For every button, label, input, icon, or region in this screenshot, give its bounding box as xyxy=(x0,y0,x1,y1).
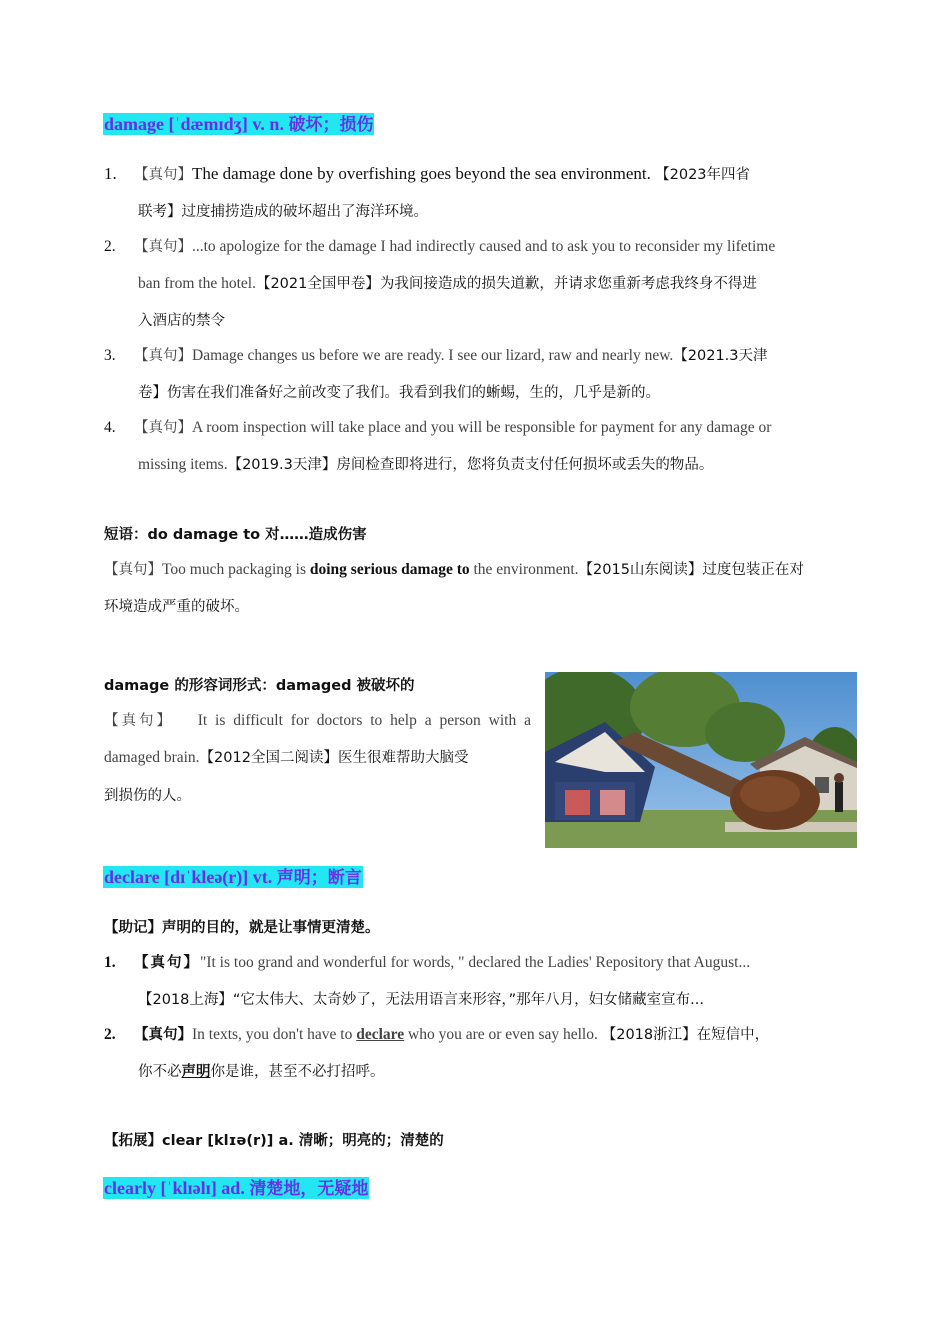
declare-heading-cn: 声明；断言 xyxy=(276,868,362,888)
adjective-example-line3: 到损伤的人。 xyxy=(104,788,191,804)
adjective-title: damage 的形容词形式：damaged 被破坏的 xyxy=(104,678,415,694)
declare-example-2-cn: 你不必声明你是谁，甚至不必打招呼。 xyxy=(138,1064,385,1080)
damage-heading-cn: 破坏；损伤 xyxy=(288,115,374,135)
phrase-example: 【真句】Too much packaging is doing serious damage to the environment.【2015山东阅读】过度包装正在对 xyxy=(104,561,804,578)
damage-heading xyxy=(103,112,374,137)
clearly-heading xyxy=(103,1176,369,1201)
adjective-example-line2: damaged brain.【2012全国二阅读】医生很难帮助大脑受 xyxy=(104,749,469,766)
damage-example-2-line2: ban from the hotel.【2021全国甲卷】为我间接造成的损失道歉，并请求您重新考虑我终身不得进 xyxy=(138,275,757,292)
extend-clear: 【拓展】clear [klɪə(r)] a. 清晰；明亮的；清楚的 xyxy=(104,1133,444,1149)
declare-heading xyxy=(103,865,363,890)
damage-example-4: 4. 【真句】A room inspection will take place and you will be responsible for payment for any damage or xyxy=(104,419,772,436)
damage-example-3-cn: 卷】伤害在我们准备好之前改变了我们。我看到我们的蜥蜴，生的，几乎是新的。 xyxy=(138,385,660,401)
damage-example-4-line2: missing items.【2019.3天津】房间检查即将进行，您将负责支付任何损坏或丢失的物品。 xyxy=(138,456,714,473)
clearly-heading-cn: 清楚地，无疑地 xyxy=(249,1179,369,1199)
clearly-heading-en: clearly [ˈklɪəlɪ] ad. xyxy=(104,1178,250,1198)
damage-example-2: 2. 【真句】...to apologize for the damage I had indirectly caused and to ask you to reconsider my lifetime xyxy=(104,238,776,255)
declare-example-1-cn: 【2018上海】“它太伟大、太奇妙了，无法用语言来形容，”那年八月，妇女储藏室宣布... xyxy=(138,992,705,1008)
declare-example-2: 2. 【真句】In texts, you don't have to declare who you are or even say hello. 【2018浙江】在短信中， xyxy=(104,1026,770,1043)
adjective-example: 【真句】 It is difficult for doctors to help a person with a xyxy=(104,712,531,729)
damage-heading-en: damage [ˈdæmɪdʒ] v. n. xyxy=(104,114,289,134)
damage-example-2-line3: 入酒店的禁令 xyxy=(138,313,225,329)
declare-heading-en: declare [dɪˈkleə(r)] vt. xyxy=(104,867,277,887)
damage-example-1: 1. 【真句】The damage done by overfishing goes beyond the sea environment. 【2023年四省 xyxy=(104,164,751,183)
phrase-title: 短语：do damage to 对……造成伤害 xyxy=(104,527,367,543)
damage-example-3: 3. 【真句】Damage changes us before we are ready. I see our lizard, raw and nearly new.【2021.3天津 xyxy=(104,347,768,364)
damage-example-1-cn: 联考】过度捕捞造成的破坏超出了海洋环境。 xyxy=(138,204,428,220)
phrase-example-cn: 环境造成严重的破坏。 xyxy=(104,599,249,615)
storm-damage-photo xyxy=(545,672,857,848)
declare-example-1: 1. 【真句】"It is too grand and wonderful for words, " declared the Ladies' Repository that August... xyxy=(104,954,751,971)
declare-mnemonic: 【助记】声明的目的，就是让事情更清楚。 xyxy=(104,920,380,936)
